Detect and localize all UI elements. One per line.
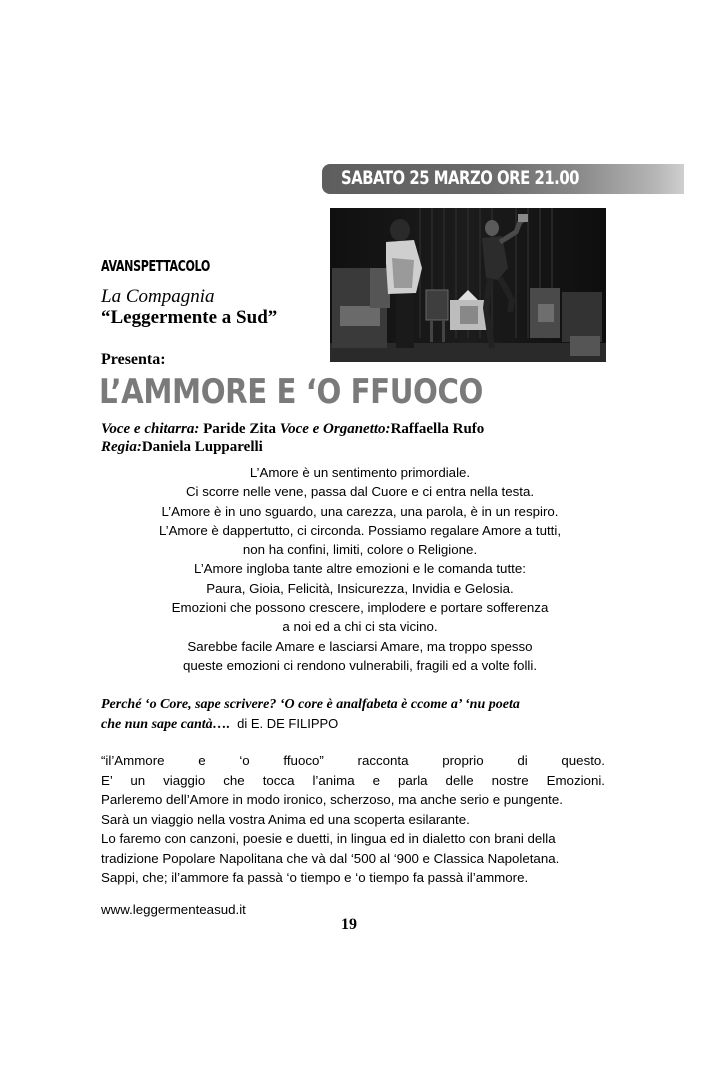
performer-name: Raffaella Rufo <box>390 421 485 437</box>
stage-photo <box>330 208 606 362</box>
description-line: Parleremo dell’Amore in modo ironico, scherzoso, ma anche serio e pungente. <box>101 792 563 807</box>
quote-text: che nun sape cantà…. <box>101 717 231 732</box>
presents-label: Presenta: <box>101 351 166 368</box>
credits <box>101 420 484 456</box>
website-link[interactable]: www.leggermenteasud.it <box>101 902 246 917</box>
performer-name: Paride Zita <box>203 421 276 437</box>
stage-photo-image <box>330 208 606 362</box>
role-voice-guitar: Voce e chitarra: <box>101 421 200 437</box>
description-line: Sappi, che; il’ammore fa passà ‘o tiempo e ‘o tiempo fa passà il’ammore. <box>101 870 529 885</box>
description-line: “il’Ammore e ‘o ffuoco” racconta proprio di questo. <box>101 753 605 768</box>
quote-author: di E. DE FILIPPO <box>237 716 339 731</box>
show-title: L’AMMORE E ‘O FFUOCO <box>99 372 483 412</box>
poem-line: Sarebbe facile Amare e lasciarsi Amare, ma troppo spesso <box>187 638 533 654</box>
poem-line: non ha confini, limiti, colore o Religione. <box>242 542 478 558</box>
poem-line: Ci scorre nelle vene, passa dal Cuore e ci entra nella testa. <box>185 484 535 500</box>
description-line: tradizione Popolare Napolitana che và dal ‘500 al ‘900 e Classica Napoletana. <box>101 850 560 866</box>
description-line: Lo faremo con canzoni, poesie e duetti, in lingua ed in dialetto con brani della <box>101 831 556 846</box>
poem-line: queste emozioni ci rendono vulnerabili, fragili ed a volte folli. <box>182 657 538 673</box>
poem-line: a noi ed a chi ci sta vicino. <box>282 619 438 635</box>
date-banner-text: SABATO 25 MARZO ORE 21.00 <box>341 167 580 189</box>
poem-line: L’Amore è un sentimento primordiale. <box>249 465 471 480</box>
company-name: “Leggermente a Sud” <box>101 307 278 328</box>
quote-block <box>101 695 520 734</box>
description-line: Sarà un viaggio nella vostra Anima ed una scoperta esilarante. <box>101 811 470 827</box>
poem-block <box>110 463 610 675</box>
poem-line: Paura, Gioia, Felicità, Insicurezza, Invidia e Gelosia. <box>206 580 514 596</box>
quote-text: Perché ‘o Core, sape scrivere? ‘O core è analfabeta è ccome a’ ‘nu poeta <box>101 697 520 712</box>
poem-line: L’Amore ingloba tante altre emozioni e le comanda tutte: <box>194 561 526 577</box>
description-block <box>101 751 605 888</box>
director-name: Daniela Lupparelli <box>141 439 263 455</box>
poem-line: L’Amore è in uno sguardo, una carezza, una parola, è in un respiro. <box>161 503 559 519</box>
description-line: E’ un viaggio che tocca l’anima e parla delle nostre Emozioni. <box>101 772 605 788</box>
credits-line-performers <box>101 420 484 438</box>
poem-line: Emozioni che possono crescere, implodere e portare sofferenza <box>171 600 549 616</box>
date-banner <box>322 164 684 194</box>
role-director: Regia: <box>101 439 142 455</box>
role-voice-accordion: Voce e Organetto: <box>279 421 391 437</box>
company-intro: La Compagnia <box>101 286 215 307</box>
poem-line: L’Amore è dappertutto, ci circonda. Possiamo regalare Amore a tutti, <box>158 522 562 538</box>
section-label: AVANSPETTACOLO <box>101 257 210 275</box>
credits-line-director <box>101 438 484 456</box>
page-number: 19 <box>341 916 357 933</box>
